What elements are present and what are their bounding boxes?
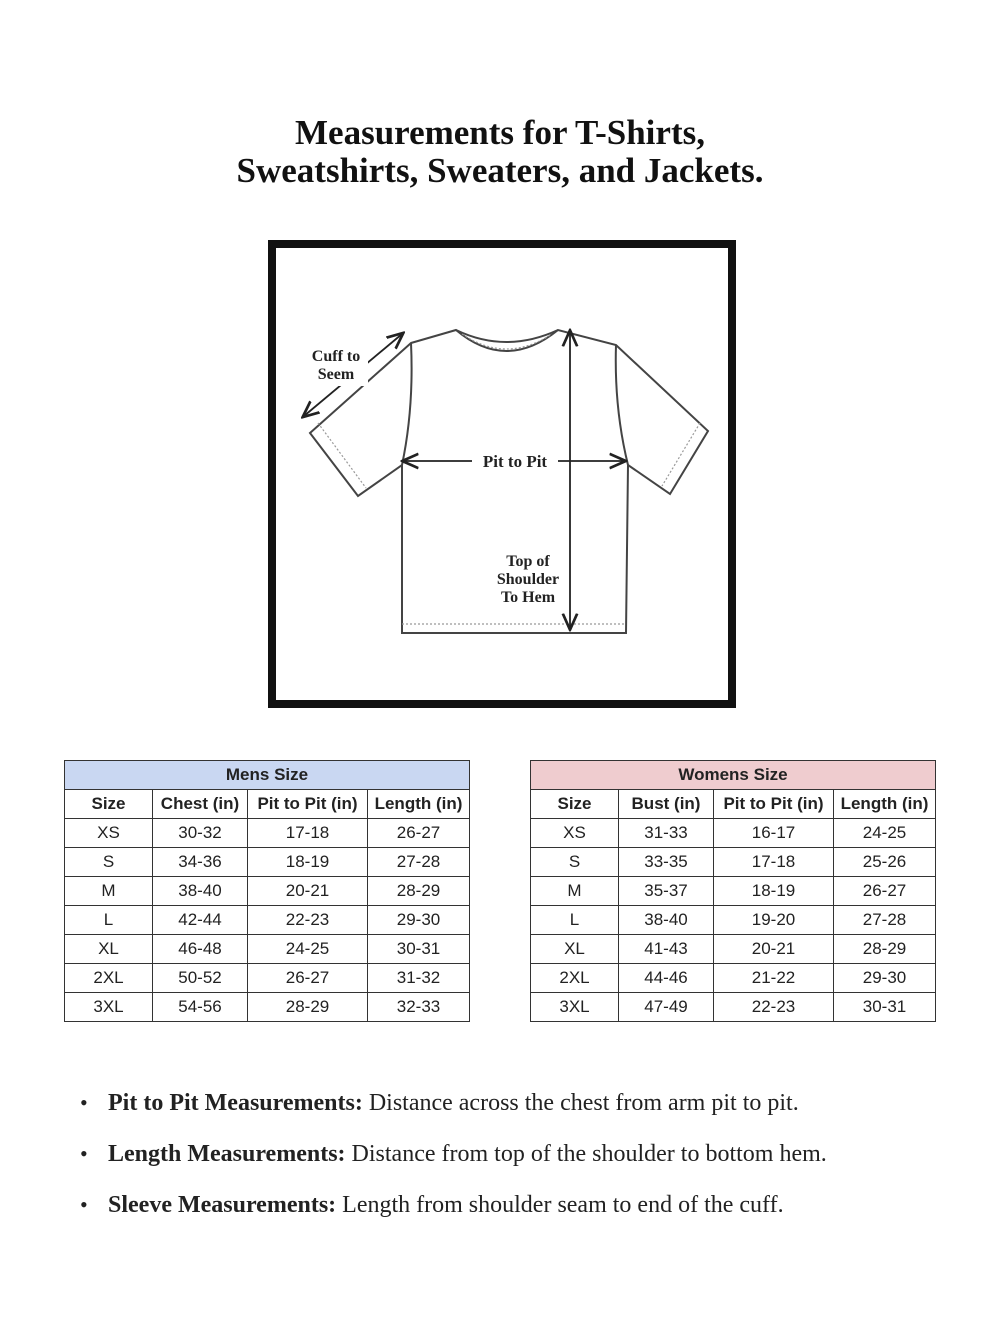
table-row <box>531 906 936 935</box>
table-row <box>531 877 936 906</box>
table-cell: L <box>531 906 619 935</box>
column-header: Chest (in) <box>153 790 248 819</box>
table-cell: 30-32 <box>153 819 248 848</box>
table-cell: 2XL <box>531 964 619 993</box>
table-cell: 29-30 <box>834 964 936 993</box>
womens-table-header <box>531 790 936 819</box>
list-item <box>78 1136 978 1187</box>
table-cell: 20-21 <box>248 877 368 906</box>
table-cell: 26-27 <box>248 964 368 993</box>
table-cell: 3XL <box>531 993 619 1022</box>
measurement-notes <box>78 1085 978 1238</box>
table-cell: 46-48 <box>153 935 248 964</box>
table-cell: 34-36 <box>153 848 248 877</box>
note-text: Distance from top of the shoulder to bottom hem. <box>345 1141 827 1167</box>
table-row <box>531 819 936 848</box>
table-cell: 21-22 <box>714 964 834 993</box>
table-cell: XL <box>531 935 619 964</box>
column-header: Length (in) <box>368 790 470 819</box>
table-cell: 26-27 <box>834 877 936 906</box>
table-cell: 38-40 <box>153 877 248 906</box>
table-cell: 31-33 <box>619 819 714 848</box>
table-cell: 22-23 <box>714 993 834 1022</box>
page-title-line-2: Sweatshirts, Sweaters, and Jackets. <box>236 151 764 190</box>
shoulder-to-hem-label-1: Top of <box>506 553 550 570</box>
table-row <box>65 877 470 906</box>
table-row <box>531 935 936 964</box>
table-cell: 18-19 <box>714 877 834 906</box>
note-text: Length from shoulder seam to end of the cuff. <box>336 1192 784 1218</box>
tshirt-diagram <box>268 240 736 708</box>
table-cell: 50-52 <box>153 964 248 993</box>
shoulder-to-hem-label-2: Shoulder <box>496 571 560 588</box>
column-header: Size <box>65 790 153 819</box>
table-cell: 16-17 <box>714 819 834 848</box>
table-cell: XS <box>531 819 619 848</box>
bullet-icon: • <box>80 1090 88 1115</box>
table-row <box>65 906 470 935</box>
note-text: Distance across the chest from arm pit to pit. <box>362 1090 799 1116</box>
table-cell: 22-23 <box>248 906 368 935</box>
table-cell: 20-21 <box>714 935 834 964</box>
table-cell: 28-29 <box>248 993 368 1022</box>
note-term: Sleeve Measurements: <box>108 1192 337 1218</box>
table-cell: 19-20 <box>714 906 834 935</box>
bullet-icon: • <box>80 1141 88 1166</box>
table-cell: 28-29 <box>368 877 470 906</box>
table-cell: XS <box>65 819 153 848</box>
note-term: Length Measurements: <box>108 1141 346 1167</box>
tshirt-illustration <box>276 248 728 700</box>
table-cell: 44-46 <box>619 964 714 993</box>
table-cell: 30-31 <box>834 993 936 1022</box>
table-row <box>65 819 470 848</box>
table-cell: 31-32 <box>368 964 470 993</box>
list-item <box>78 1187 978 1238</box>
table-cell: 30-31 <box>368 935 470 964</box>
page-title-line-1: Measurements for T-Shirts, <box>295 113 705 152</box>
table-cell: 17-18 <box>714 848 834 877</box>
table-cell: 26-27 <box>368 819 470 848</box>
table-row <box>65 848 470 877</box>
table-cell: 29-30 <box>368 906 470 935</box>
bullet-icon: • <box>80 1192 88 1217</box>
table-cell: 18-19 <box>248 848 368 877</box>
column-header: Size <box>531 790 619 819</box>
table-row <box>531 964 936 993</box>
table-cell: 54-56 <box>153 993 248 1022</box>
table-cell: 17-18 <box>248 819 368 848</box>
table-cell: 24-25 <box>834 819 936 848</box>
table-cell: 38-40 <box>619 906 714 935</box>
mens-table-header <box>65 790 470 819</box>
list-item <box>78 1085 978 1136</box>
column-header: Bust (in) <box>619 790 714 819</box>
table-cell: L <box>65 906 153 935</box>
table-cell: 2XL <box>65 964 153 993</box>
column-header: Pit to Pit (in) <box>248 790 368 819</box>
table-cell: M <box>531 877 619 906</box>
mens-size-table <box>64 760 470 1022</box>
table-row <box>65 993 470 1022</box>
table-cell: 28-29 <box>834 935 936 964</box>
cuff-to-seem-label-1: Cuff to <box>311 348 361 365</box>
column-header: Length (in) <box>834 790 936 819</box>
table-cell: S <box>531 848 619 877</box>
table-cell: XL <box>65 935 153 964</box>
note-term: Pit to Pit Measurements: <box>108 1090 363 1116</box>
table-cell: 27-28 <box>834 906 936 935</box>
table-cell: 25-26 <box>834 848 936 877</box>
table-cell: S <box>65 848 153 877</box>
table-cell: 27-28 <box>368 848 470 877</box>
cuff-to-seem-label-2: Seem <box>317 366 355 383</box>
table-cell: 47-49 <box>619 993 714 1022</box>
table-row <box>531 848 936 877</box>
table-cell: 3XL <box>65 993 153 1022</box>
table-cell: 35-37 <box>619 877 714 906</box>
womens-table-title: Womens Size <box>531 761 936 790</box>
table-cell: 41-43 <box>619 935 714 964</box>
table-row <box>65 935 470 964</box>
table-row <box>65 964 470 993</box>
table-row <box>531 993 936 1022</box>
table-cell: 32-33 <box>368 993 470 1022</box>
table-cell: 33-35 <box>619 848 714 877</box>
table-cell: M <box>65 877 153 906</box>
column-header: Pit to Pit (in) <box>714 790 834 819</box>
pit-to-pit-label: Pit to Pit <box>482 452 548 471</box>
womens-size-table <box>530 760 936 1022</box>
table-cell: 24-25 <box>248 935 368 964</box>
shoulder-to-hem-label-3: To Hem <box>500 589 556 606</box>
mens-table-title: Mens Size <box>65 761 470 790</box>
table-cell: 42-44 <box>153 906 248 935</box>
